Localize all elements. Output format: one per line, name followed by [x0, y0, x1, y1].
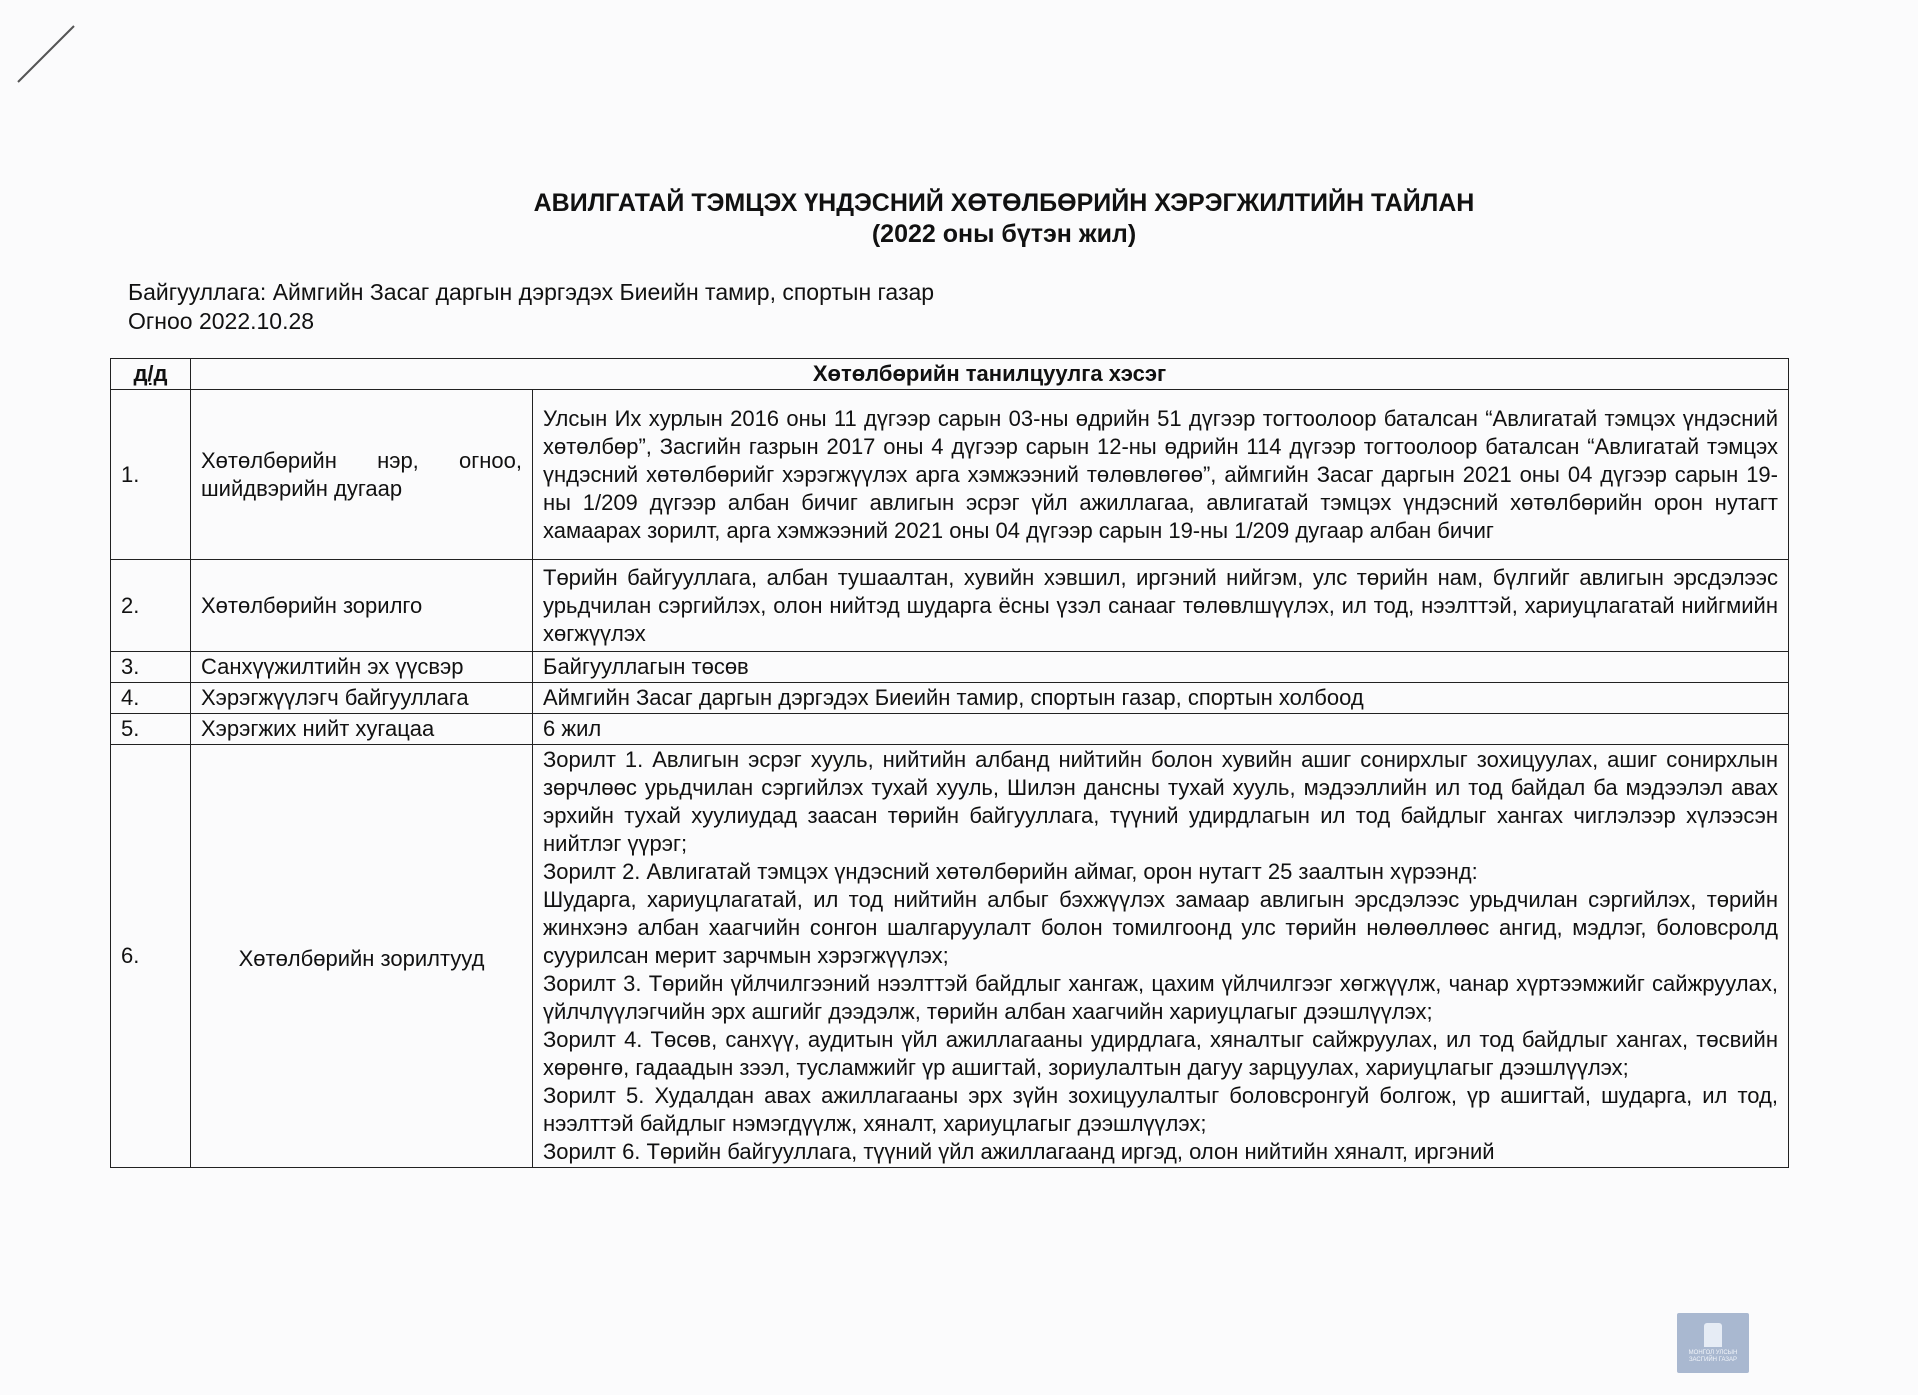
row-label: Хөтөлбөрийн зорилго — [191, 560, 533, 652]
objective-paragraph: Зорилт 6. Төрийн байгууллага, түүний үйл ажиллагаанд иргэд, олон нийтийн хяналт, иргэний — [543, 1139, 1495, 1164]
row-label: Хөтөлбөрийн нэр, огноо, шийдвэрийн дугаар — [191, 390, 533, 560]
title-line-2: (2022 оны бүтэн жил) — [871, 220, 1137, 248]
header-num: д/д — [111, 359, 191, 390]
objective-paragraph: Шударга, хариуцлагатай, ил тод нийтийн албыг бэхжүүлэх замаар авлигын эрсдэлээс урьдчилан сэргийлэх, төрийн жинхэнэ албан хаагчийн сонгон шалгаруулалт болон томилгоонд улс төрийн нөлөөллөөс ангид, мэдлэг, боловсролд суурилсан мерит зарчмын хэрэгжүүлэх; — [543, 887, 1778, 968]
date-line: Огноо 2022.10.28 — [128, 308, 315, 334]
seal-text: МОНГОЛ УЛСЫН ЗАСГИЙН ГАЗАР — [1688, 1349, 1738, 1363]
title-line-1: АВИЛГАТАЙ ТЭМЦЭХ ҮНДЭСНИЙ ХӨТӨЛБӨРИЙН ХЭРЭГЖИЛТИЙН ТАЙЛАН — [533, 189, 1475, 217]
table-row — [111, 745, 1789, 1168]
objective-paragraph: Зорилт 3. Төрийн үйлчилгээний нээлттэй байдлыг хангаж, цахим үйлчилгээг хөгжүүлж, чанар хүртээмжийг сайжруулах, үйлчлүүлэгчийн эрх ашгийг дээдэлж, төрийн албан хаагчийн хариуцлагыг дээшлүүлэх; — [543, 971, 1778, 1024]
document-title — [0, 188, 1918, 250]
objective-paragraph: Зорилт 2. Авлигатай тэмцэх үндэсний хөтөлбөрийн аймаг, орон нутагт 25 заалтын хүрээнд: — [543, 859, 1478, 884]
document-meta — [128, 278, 934, 336]
organization-line: Байгууллага: Аймгийн Засаг даргын дэргэдэх Биеийн тамир, спортын газар — [128, 279, 935, 305]
row-content: 6 жил — [533, 714, 1789, 745]
row-label: Хэрэгжүүлэгч байгууллага — [191, 683, 533, 714]
header-section: Хөтөлбөрийн танилцуулга хэсэг — [191, 359, 1789, 390]
row-num: 6. — [111, 745, 191, 1168]
table-row — [111, 683, 1789, 714]
row-num: 4. — [111, 683, 191, 714]
table-row — [111, 714, 1789, 745]
table-row — [111, 652, 1789, 683]
soyombo-emblem-icon — [1704, 1323, 1722, 1347]
row-content: Байгууллагын төсөв — [533, 652, 1789, 683]
table-header-row — [111, 359, 1789, 390]
pen-stroke-mark — [14, 22, 78, 86]
row-content: Төрийн байгууллага, албан тушаалтан, хувийн хэвшил, иргэний нийгэм, улс төрийн нам, бүлгийг авлигын эрсдэлээс урьдчилан сэргийлэх, олон нийтэд шударга ёсны үзэл санааг төлөвлшүүлэх, ил тод, нээлттэй, хариуцлагатай нийгмийн хөгжүүлэх — [533, 560, 1789, 652]
row-num: 2. — [111, 560, 191, 652]
objective-paragraph: Зорилт 5. Худалдан авах ажиллагааны эрх зүйн зохицуулалтыг боловсронгуй болгож, үр ашигтай, шударга, ил тод, нээлттэй байдлыг нэмэгдүүлж, хяналт, хариуцлагыг дээшлүүлэх; — [543, 1083, 1778, 1136]
table-row — [111, 560, 1789, 652]
row-label: Санхүүжилтийн эх үүсвэр — [191, 652, 533, 683]
program-intro-table — [110, 358, 1789, 1168]
government-seal-logo — [1677, 1313, 1749, 1373]
row-content-objectives — [533, 745, 1789, 1168]
objective-paragraph: Зорилт 4. Төсөв, санхүү, аудитын үйл ажиллагааны удирдлага, хяналтыг сайжруулах, ил тод байдлыг хангах, төсвийн хөрөнгө, гадаадын зээл, тусламжийг үр ашигтай, зориулалтын дагуу зарцуулах, хариуцлагыг дээшлүүлэх; — [543, 1027, 1778, 1080]
row-num: 5. — [111, 714, 191, 745]
row-content: Улсын Их хурлын 2016 оны 11 дүгээр сарын 03-ны өдрийн 51 дүгээр тогтоолоор баталсан “Авлигатай тэмцэх үндэсний хөтөлбөр”, Засгийн газрын 2017 оны 4 дүгээр сарын 12-ны өдрийн 114 дүгээр тогтоолоор баталсан “Авлигатай тэмцэх үндэсний хөтөлбөрийг хэрэгжүүлэх арга хэмжээний төлөвлөгөө”, аймгийн Засаг даргын 2021 оны 04 дүгээр сарын 19-ны 1/209 дүгээр албан бичиг авлигын эсрэг үйл ажиллагаа, авлигатай тэмцэх үндэсний хөтөлбөрийн орон нутагт хамаарах зорилт, арга хэмжээний 2021 оны 04 дүгээр сарын 19-ны 1/209 дугаар албан бичиг — [533, 390, 1789, 560]
row-num: 3. — [111, 652, 191, 683]
row-num: 1. — [111, 390, 191, 560]
row-label: Хэрэгжих нийт хугацаа — [191, 714, 533, 745]
row-content: Аймгийн Засаг даргын дэргэдэх Биеийн тамир, спортын газар, спортын холбоод — [533, 683, 1789, 714]
table-row — [111, 390, 1789, 560]
row-label: Хөтөлбөрийн зорилтууд — [191, 745, 533, 1168]
objective-paragraph: Зорилт 1. Авлигын эсрэг хууль, нийтийн албанд нийтийн болон хувийн ашиг сонирхлыг зохицуулах, ашиг сонирхлын зөрчлөөс урьдчилан сэргийлэх тухай хууль, Шилэн дансны тухай хууль, мэдээллийн ил тод байдал ба мэдээлэл авах эрхийн тухай хуулиудад заасан төрийн байгууллага, түүний удирдлагын ил тод байдлыг хангах чиглэлээр хүлээсэн нийтлэг үүрэг; — [543, 747, 1778, 856]
